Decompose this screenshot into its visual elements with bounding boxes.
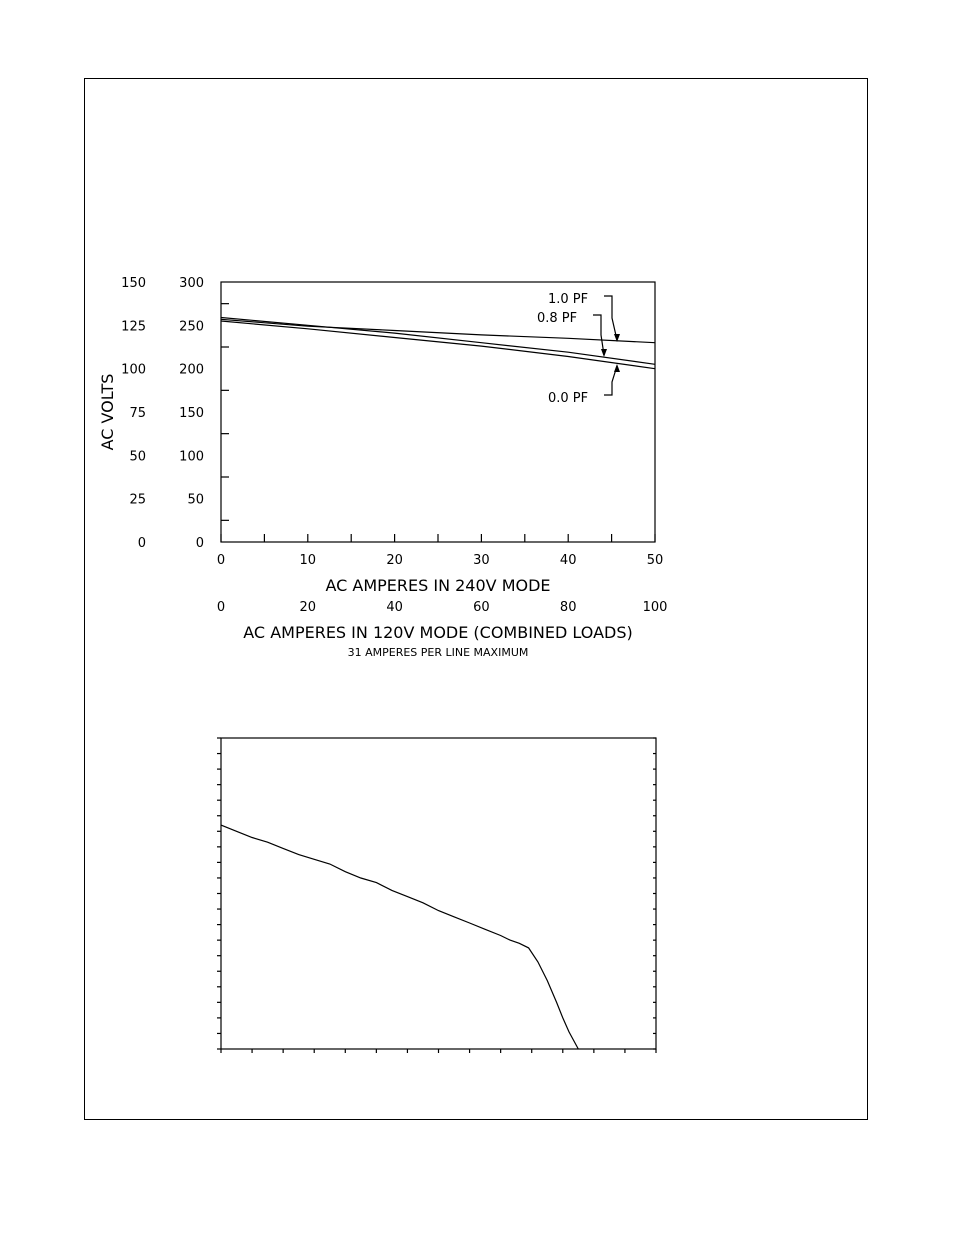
y-tick-label-left: 75 [129, 406, 146, 421]
y-tick-label-right: 50 [187, 492, 204, 508]
x-tick-label-240v: 0 [216, 553, 226, 568]
x-axis-title-240v: AC AMPERES IN 240V MODE [325, 576, 551, 595]
y-tick-label-left: 100 [121, 362, 146, 378]
y-tick-label-right: 250 [179, 319, 204, 335]
x-tick-label-120v: 40 [386, 600, 403, 615]
series-label-1-0-pf: 1.0 PF [548, 292, 589, 307]
y-tick-label-left: 125 [121, 319, 146, 335]
x-tick-label-240v: 50 [646, 553, 664, 568]
y-tick-label-left: 50 [129, 449, 146, 465]
y-tick-label-right: 200 [179, 362, 204, 378]
y-tick-label-right: 300 [179, 276, 204, 291]
series-line-2 [221, 321, 655, 369]
series-labels [537, 292, 620, 406]
chart1-axes [221, 282, 655, 542]
y-tick-label-right: 100 [179, 449, 204, 465]
leader-1-0-pf [604, 296, 617, 340]
y-tick-label-left: 150 [121, 276, 146, 291]
arrow-0-8-pf [601, 349, 607, 357]
x-tick-label-240v: 10 [299, 553, 317, 568]
x-tick-label-120v: 80 [559, 600, 577, 615]
series-label-0-8-pf: 0.8 PF [537, 311, 578, 326]
chart1-plot-border [221, 282, 655, 542]
arrow-0-0-pf [614, 364, 620, 372]
y-tick-label-right: 150 [179, 406, 204, 421]
y-axis-title: AC VOLTS [98, 373, 117, 451]
x-axis-title-120v: AC AMPERES IN 120V MODE (COMBINED LOADS) [243, 623, 633, 642]
x-tick-label-240v: 40 [559, 553, 577, 568]
x-axis-note: 31 AMPERES PER LINE MAXIMUM [347, 646, 529, 659]
x-tick-label-120v: 100 [642, 600, 668, 615]
x-tick-label-120v: 60 [473, 600, 490, 615]
x-tick-label-120v: 0 [216, 600, 226, 615]
x-tick-label-240v: 30 [473, 553, 490, 568]
y-tick-label-right: 0 [195, 536, 204, 551]
x-tick-label-120v: 20 [299, 600, 317, 615]
x-tick-label-240v: 20 [386, 553, 403, 568]
series-label-0-0-pf: 0.0 PF [548, 391, 589, 406]
y-tick-label-left: 25 [129, 492, 146, 508]
y-tick-label-left: 0 [137, 536, 146, 551]
